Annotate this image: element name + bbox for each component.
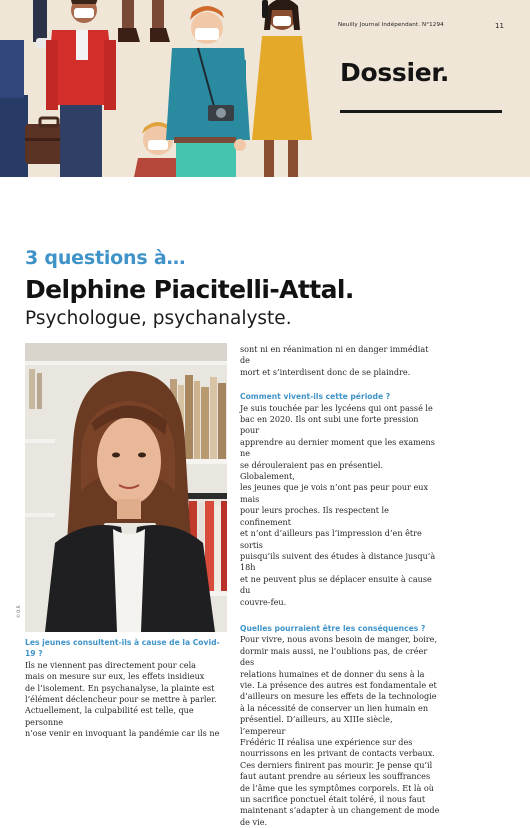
answer-2-line: puisqu’ils suivent des études à distance jusqu’à 18h xyxy=(240,550,436,573)
crowd-illustration xyxy=(0,0,335,177)
answer-1-line: Actuellement, la culpabilité est telle, que personne xyxy=(25,705,194,727)
answer-3-line: un sacrifice ponctuel était toléré, il nous faut xyxy=(240,794,426,805)
answer-3-line: faut autant prendre au sérieux les souffrances xyxy=(240,771,431,782)
answer-3-line: nourrissons en les privant de contacts verbaux. xyxy=(240,748,435,759)
answer-1-line: n’ose venir en invoquant la pandémie car ils ne xyxy=(25,728,220,739)
answer-1-line: l’élément déclencheur pour se mettre à parler. xyxy=(25,694,217,705)
left-column xyxy=(25,637,225,740)
continued-line: mort et s’interdisent donc de se plaindre. xyxy=(240,366,411,377)
section-title: Dossier. xyxy=(340,58,450,87)
answer-3-line: Frédéric II réalisa une expérience sur des xyxy=(240,737,413,747)
person-photographer xyxy=(166,6,250,177)
answer-2-line: apprendre au dernier moment que les examens ne xyxy=(240,436,435,459)
answer-3-line: relations humaines et de donner du sens à la xyxy=(240,668,425,679)
answer-2-line: bac en 2020. Ils ont subi une forte pression pour xyxy=(240,414,419,436)
article-kicker: 3 questions à… xyxy=(25,247,186,269)
answer-1-line: de l’isolement. En psychanalyse, la plainte est xyxy=(25,682,215,693)
header-banner xyxy=(0,0,530,177)
right-column xyxy=(240,344,440,828)
answer-2-line: et ne peuvent plus se déplacer ensuite à cause du xyxy=(240,573,432,596)
answer-2-line: couvre-feu. xyxy=(240,596,287,607)
answer-1-line: mais on mesure sur eux, les effets insidieux xyxy=(25,671,205,682)
page-number: 11 xyxy=(495,22,504,30)
section-rule xyxy=(340,110,502,113)
question-2: Comment vivent-ils cette période ? xyxy=(240,392,391,402)
answer-3-line: à la nécessité de conserver un lien humain en xyxy=(240,702,429,713)
photo-credit: © D.R. xyxy=(16,604,21,618)
person-navy-left xyxy=(0,40,28,177)
answer-3-line: d’ailleurs on mesure les effets de la technologie xyxy=(240,691,437,702)
camera-icon xyxy=(208,105,234,121)
answer-3-line: présentiel. D’ailleurs, au XIIIe siècle, l’empereur xyxy=(240,714,393,736)
answer-1-line: Ils ne viennent pas directement pour cela xyxy=(25,659,196,670)
journal-title: Neuilly Journal Indépendant. N°1294 xyxy=(338,22,444,28)
answer-3-line: Ces derniers finirent pas mourir. Je pense qu’il xyxy=(240,759,433,770)
answer-2-line: pour leurs proches. Ils respectent le confinement xyxy=(240,505,389,527)
question-3: Quelles pourraient être les conséquences ? xyxy=(240,623,426,633)
question-1: Les jeunes consultent-ils à cause de la Covid-19 ? xyxy=(25,638,220,659)
answer-3-line: de vie. xyxy=(240,816,268,827)
answer-2-line: Je suis touchée par les lycéens qui ont passé le xyxy=(240,402,433,413)
interviewee-role: Psychologue, psychanalyste. xyxy=(25,308,292,329)
answer-3-line: vie. La présence des autres est fondamentale et xyxy=(240,679,437,690)
continued-line: sont ni en réanimation ni en danger immédiat de xyxy=(240,344,429,366)
answer-2-line: se dérouleraient pas en présentiel. Globalement, xyxy=(240,459,384,482)
answer-2-line: et n’ont d’ailleurs pas l’impression d’en être sortis xyxy=(240,528,422,550)
portrait-image xyxy=(25,343,227,632)
answer-2-line: les jeunes que je vois n’ont pas peur pour eux mais xyxy=(240,482,429,504)
answer-3-line: maintenant s’adapter à un changement de mode xyxy=(240,805,440,816)
portrait-photo xyxy=(25,343,227,632)
answer-3-line: de l’âme que les symptômes corporels. Et là où xyxy=(240,782,435,793)
person-yellow-dress xyxy=(252,0,312,177)
answer-3-line: Pour vivre, nous avons besoin de manger, boire, xyxy=(240,634,438,645)
interviewee-name: Delphine Piacitelli-Attal. xyxy=(25,275,354,304)
answer-3-line: dormir mais aussi, ne l’oublions pas, de créer des xyxy=(240,645,428,668)
